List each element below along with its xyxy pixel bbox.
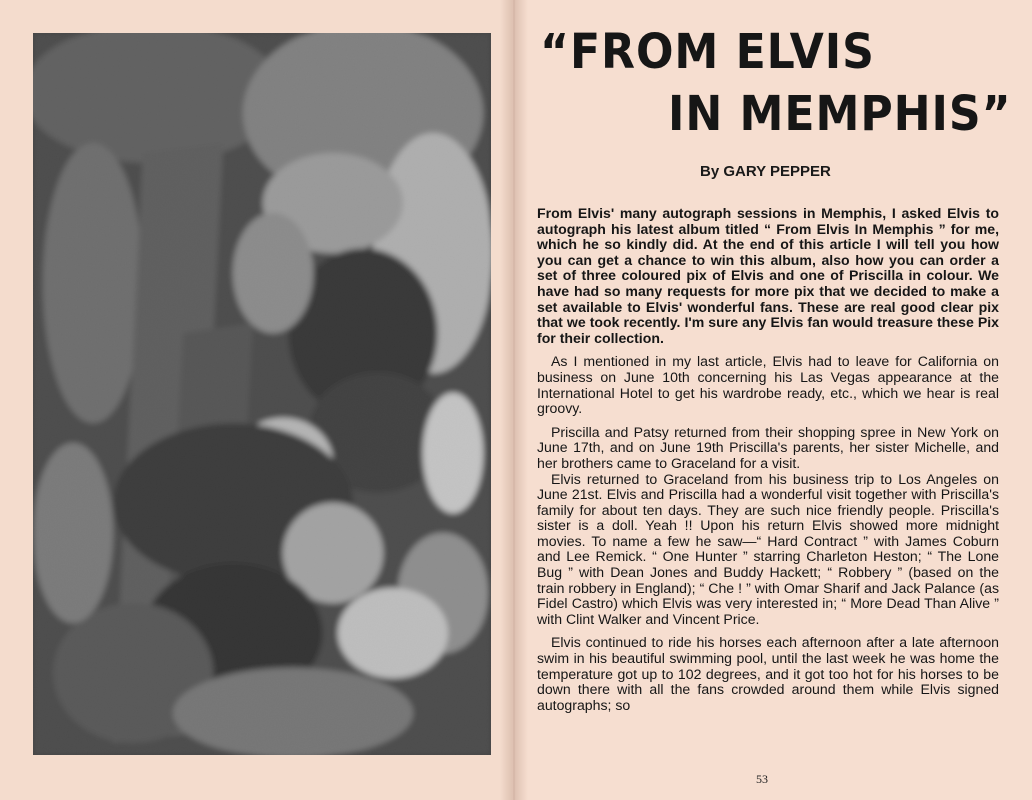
article-paragraph: Elvis returned to Graceland from his business trip to Los Angeles on June 21st. Elvis and Priscilla had a wonderful visit together with Priscilla's family for about ten days. They are such nice friendly people. Priscilla's sister is a doll. Yeah !! Upon his return Elvis showed more midnight movies. To name a few he saw—“ Hard Contract ” with James Coburn and Lee Remick. “ One Hunter ” starring Charleton Heston; “ The Lone Bug ” with Dean Jones and Buddy Hackett; “ Robbery ” (based on the train robbery in England); “ Che ! ” with Omar Sharif and Jack Palance (as Fidel Castro) which Elvis was very interested in; “ More Dead Than Alive ” with Clint Walker and Vincent Price. <box>537 470 999 627</box>
article-paragraph: Elvis continued to ride his horses each afternoon after a late afternoon swim in his beautiful swimming pool, until the last week he was home the temperature got up to 102 degrees, and it got too hot for his horses to be down there with all the fans crowded around them while Elvis signed autographs; so <box>537 634 999 713</box>
byline: By GARY PEPPER <box>700 163 831 180</box>
left-page <box>0 0 512 800</box>
elvis-photo <box>33 33 491 755</box>
title-line-1: “FROM ELVIS <box>540 24 875 80</box>
photo-icon <box>33 33 491 755</box>
page-number: 53 <box>756 772 768 786</box>
title-line-2: IN MEMPHIS” <box>668 86 1012 142</box>
article-paragraph: From Elvis' many autograph sessions in Memphis, I asked Elvis to autograph his latest album titled “ From Elvis In Memphis ” for me, which he so kindly did. At the end of this article I will tell you how you can get a chance to win this album, also how you can order a set of three coloured pix of Elvis and one of Priscilla in colour. We have had so many requests for more pix that we decided to make a set available to Elvis' wonderful fans. These are real good clear pix that we took recently. I'm sure any Elvis fan would treasure these Pix for their collection. <box>537 205 999 346</box>
article-paragraph: As I mentioned in my last article, Elvis had to leave for California on business on June 10th concerning his Las Vegas appearance at the International Hotel to get his wardrobe ready, etc., which we hear is real groovy. <box>537 353 999 417</box>
page-gutter <box>500 0 528 800</box>
article-body <box>537 206 999 713</box>
article-paragraph: Priscilla and Patsy returned from their shopping spree in New York on June 17th, and on June 19th Priscilla's parents, her sister Michelle, and her brothers came to Graceland for a visit. <box>537 423 999 471</box>
